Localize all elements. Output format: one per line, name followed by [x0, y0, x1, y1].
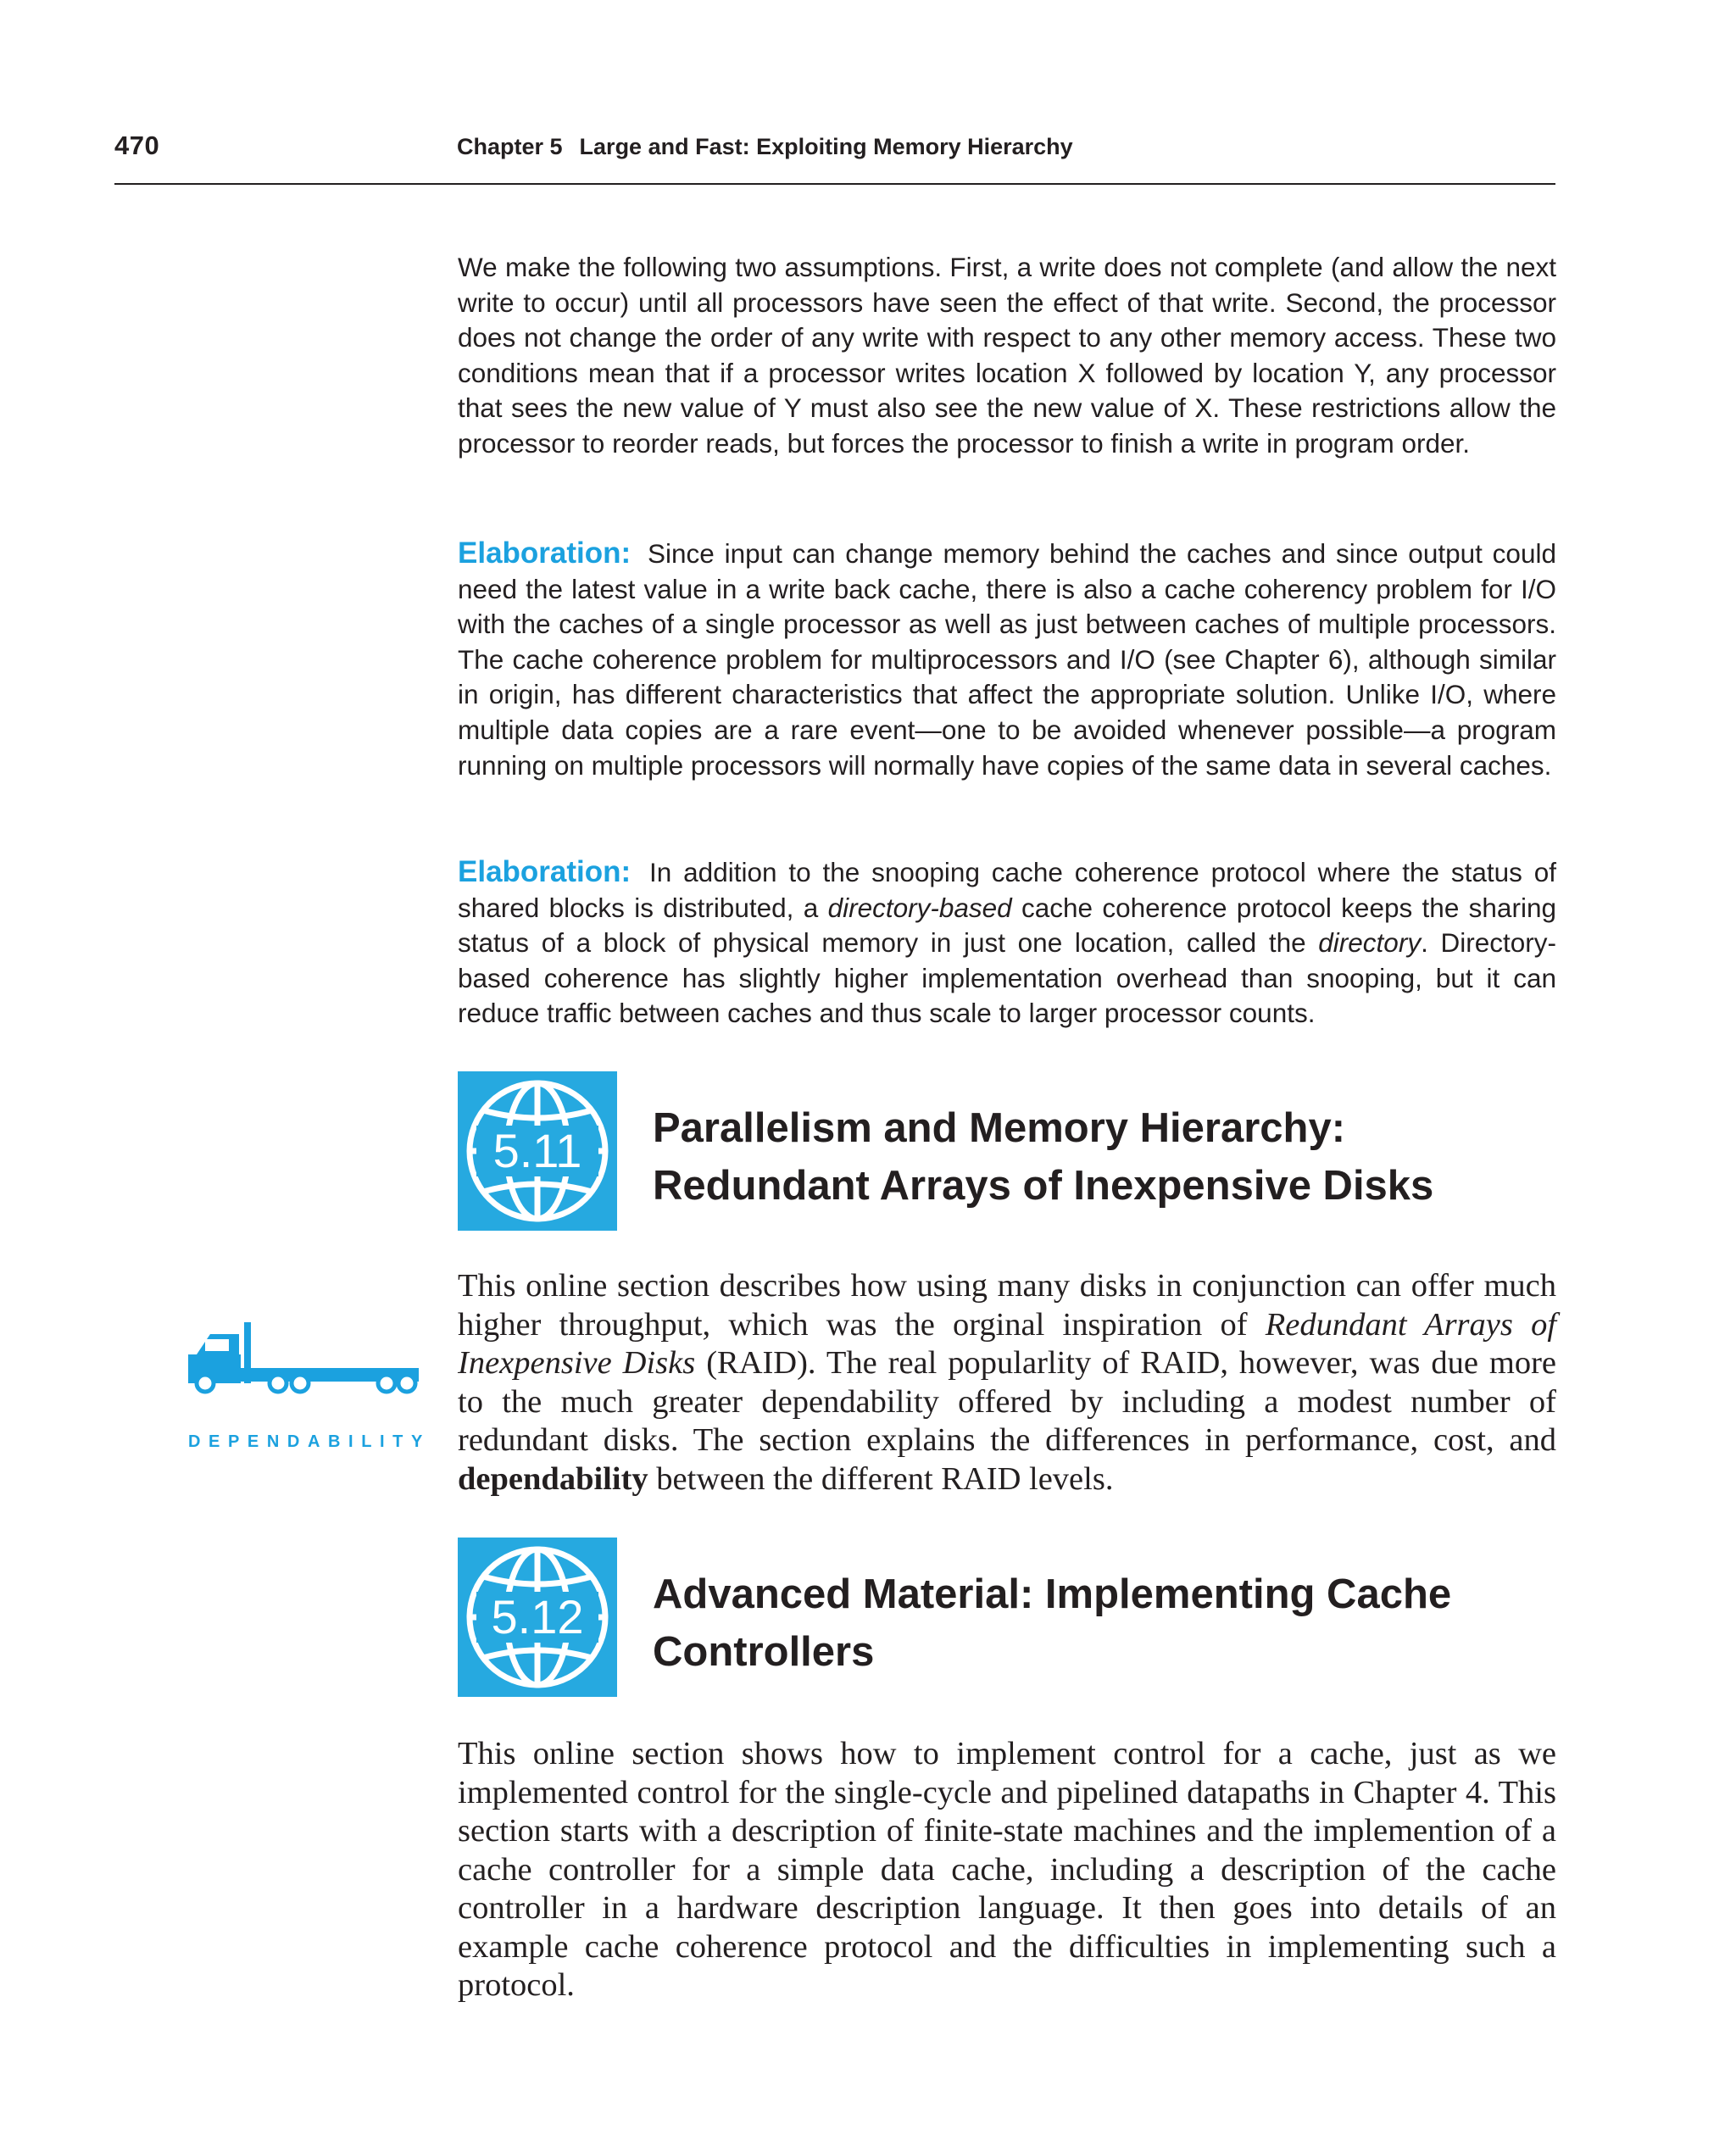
section-title-line: Advanced Material: Implementing Cache [653, 1571, 1452, 1617]
elaboration-text: In addition to the snooping cache coherence protocol where the status of shared blocks is distributed, a [458, 857, 1556, 923]
elaboration-label: Elaboration: [458, 537, 632, 570]
chapter-label: Chapter 5 [457, 134, 563, 159]
section-title-line: Controllers [653, 1629, 875, 1675]
globe-icon [458, 1538, 617, 1697]
section-body [458, 1267, 1556, 1499]
page-number: 470 [114, 131, 160, 160]
elaboration-paragraph-1 [458, 536, 1556, 783]
chapter-title: Large and Fast: Exploiting Memory Hierarchy [579, 134, 1073, 159]
margin-label: DEPENDABILITY [188, 1432, 431, 1451]
truck-icon [188, 1322, 419, 1395]
section-title [653, 1565, 1568, 1681]
elaboration-paragraph-2 [458, 854, 1556, 1032]
section-title-line: Parallelism and Memory Hierarchy: [653, 1105, 1346, 1151]
section-body: This online section shows how to implement control for a cache, just as we implemented control for the single-cycle and pipelined datapaths in Chapter 4. This section starts with a description of finite-state machines and the implemention of a cache controller for a simple data cache, including a description of the cache controller in a hardware description language. It then goes into details of an example cache coherence protocol and the difficulties in implementing such a protocol. [458, 1736, 1556, 2003]
globe-icon [458, 1071, 617, 1231]
running-header [114, 127, 1555, 185]
term-raid: Redundant Arrays of Inexpensive Disks [458, 1306, 1557, 1381]
elaboration-text: cache coherence protocol keeps the sharing status of a block of physical memory in just one location, called the [458, 892, 1556, 959]
body-paragraph: We make the following two assumptions. First, a write does not complete (and allow the next write to occur) until all processors have seen the effect of that write. Second, the processor does not change the order of any write with respect to any other memory access. These two conditions mean that if a processor writes location X followed by location Y, any processor that sees the new value of Y must also see the new value of X. These restrictions allow the processor to reorder reads, but forces the processor to finish a write in program order. [458, 252, 1556, 459]
term-dependability: dependability [458, 1460, 648, 1497]
section-title [653, 1099, 1568, 1215]
section-number: 5.11 [492, 1124, 582, 1177]
section-number: 5.12 [491, 1590, 584, 1643]
elaboration-label: Elaboration: [458, 855, 632, 888]
running-head [457, 134, 1073, 160]
term-directory: directory [1318, 927, 1422, 959]
section-text: (RAID). The real popularlity of RAID, however, was due more to the much greater dependability offered by including a modest number of redundant disks. The section explains the differences in performance, cost, and [458, 1345, 1557, 1458]
term-directory-based: directory-based [827, 892, 1012, 923]
elaboration-text: . Directory-based coherence has slightly higher implementation overhead than snooping, but it can reduce traffic between caches and thus scale to larger processor counts. [458, 927, 1556, 1029]
section-title-line: Redundant Arrays of Inexpensive Disks [653, 1163, 1434, 1209]
section-text: This online section describes how using many disks in conjunction can offer much higher throughput, which was the orginal inspiration of [458, 1268, 1556, 1343]
elaboration-text: Since input can change memory behind the caches and since output could need the latest value in a write back cache, there is also a cache coherency problem for I/O with the caches of a single processor as well as just between caches of multiple processors. The cache coherence problem for multiprocessors and I/O (see Chapter 6), although similar in origin, has different characteristics that affect the appropriate solution. Unlike I/O, where multiple data copies are a rare event—one to be avoided whenever possible—a program running on multiple processors will normally have copies of the same data in several caches. [458, 538, 1556, 781]
section-text: between the different RAID levels. [656, 1460, 1114, 1497]
